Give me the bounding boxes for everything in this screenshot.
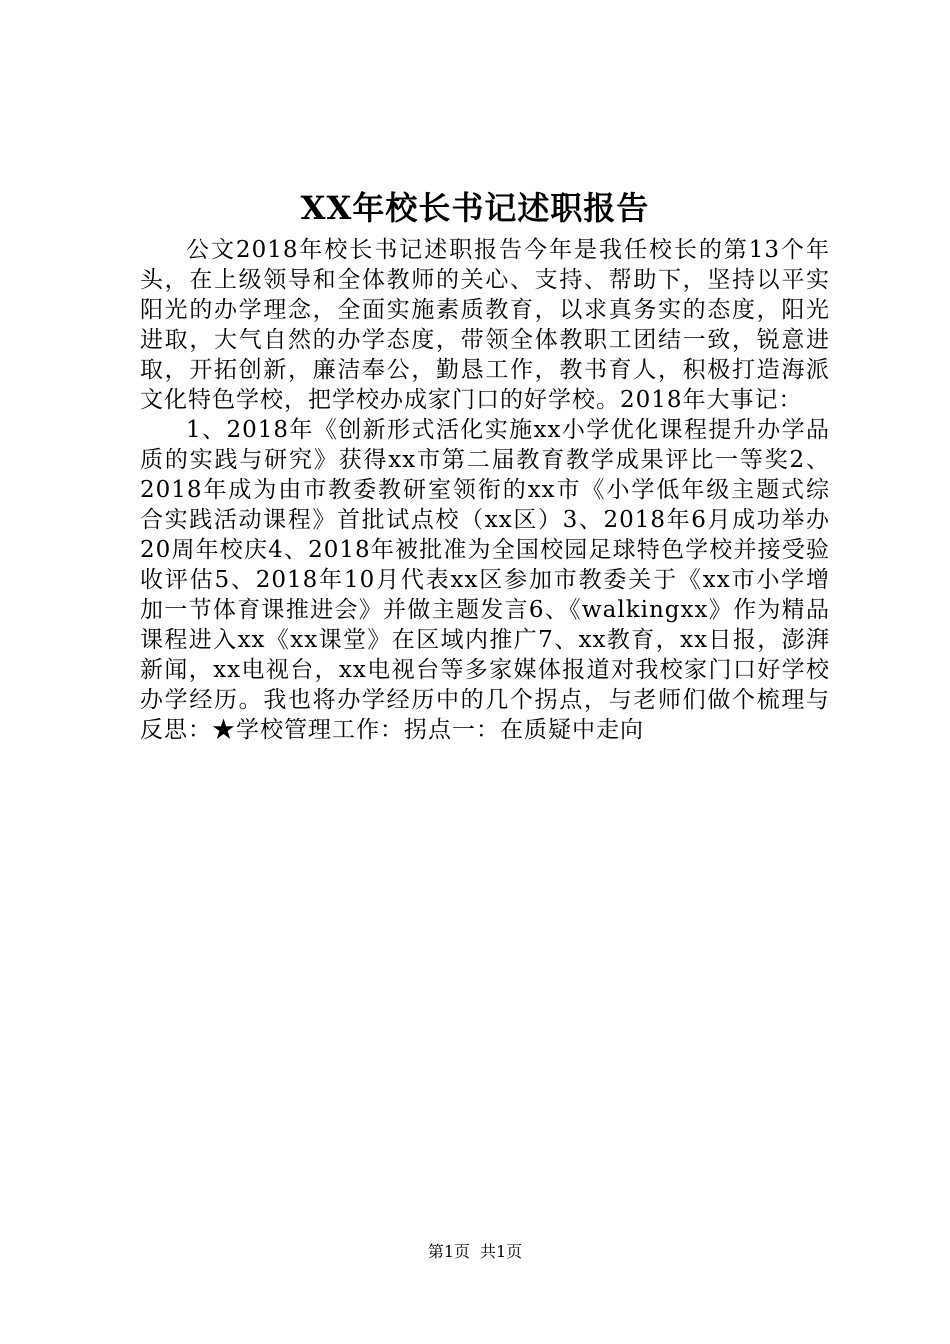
- page-number: 第1页: [427, 1242, 470, 1261]
- document-body: [140, 235, 830, 745]
- page-footer: [0, 1242, 950, 1262]
- page-total: 共1页: [480, 1242, 523, 1261]
- document-title: XX年校长书记述职报告: [300, 189, 650, 227]
- paragraph-intro: 公文2018年校长书记述职报告今年是我任校长的第13个年头，在上级领导和全体教师的关心、支持、帮助下，坚持以平实阳光的办学理念，全面实施素质教育，以求真务实的态度，阳光进取，大气自然的办学态度，带领全体教职工团结一致，锐意进取，开拓创新，廉洁奉公，勤恳工作，教书育人，积极打造海派文化特色学校，把学校办成家门口的好学校。2018年大事记：: [140, 237, 830, 413]
- paragraph-events: 1、2018年《创新形式活化实施xx小学优化课程提升办学品质的实践与研究》获得xx市第二届教育教学成果评比一等奖2、2018年成为由市教委教研室领衔的xx市《小学低年级主题式综合实践活动课程》首批试点校（xx区）3、2018年6月成功举办20周年校庆4、2018年被批准为全国校园足球特色学校并接受验收评估5、2018年10月代表xx区参加市教委关于《xx市小学增加一节体育课推进会》并做主题发言6、《walkingxx》作为精品课程进入xx《xx课堂》在区域内推广7、xx教育，xx日报，澎湃新闻，xx电视台，xx电视台等多家媒体报道对我校家门口好学校办学经历。我也将办学经历中的几个拐点，与老师们做个梳理与反思：★学校管理工作：拐点一：在质疑中走向: [140, 417, 830, 743]
